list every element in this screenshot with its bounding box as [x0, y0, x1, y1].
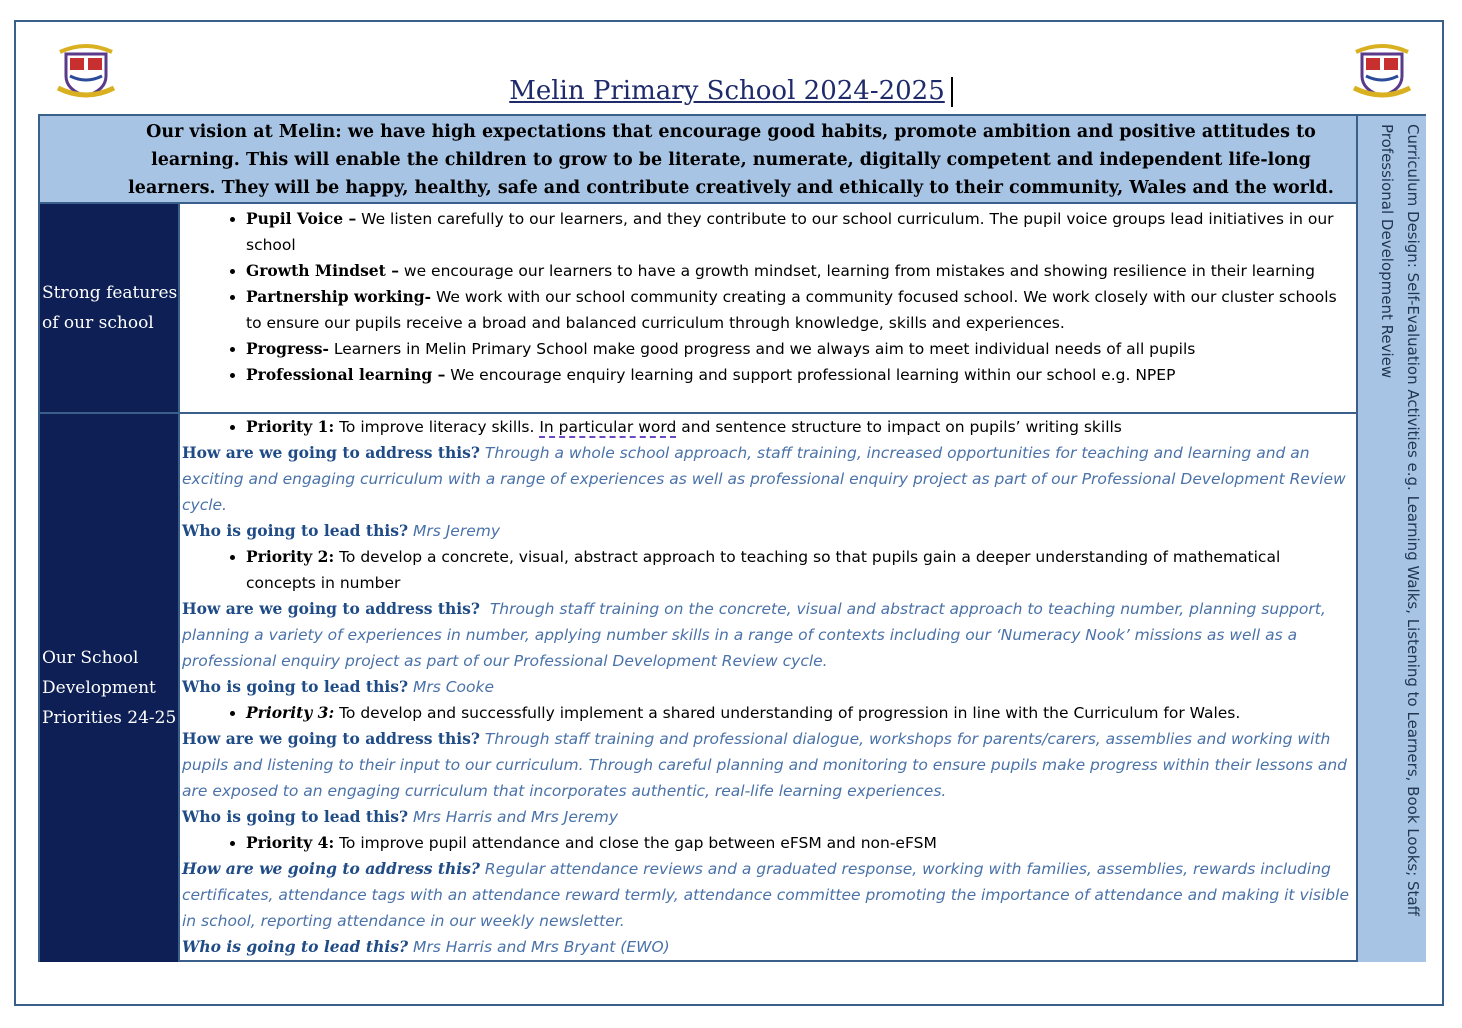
item-text: we encourage our learners to have a growth mindset, learning from mistakes and showing resilience in their learning	[398, 262, 1315, 280]
priority-text: and sentence structure to impact on pupils’ writing skills	[676, 418, 1122, 436]
priorities-label	[40, 414, 178, 962]
priority-text: To improve literacy skills.	[334, 418, 540, 436]
priority-text: To improve pupil attendance and close the gap between eFSM and non-eFSM	[334, 834, 937, 852]
priority-key: Priority 1:	[246, 417, 335, 436]
strong-features-label-text: Strong features of our school	[42, 283, 178, 333]
how-answer: Through a whole school approach, staff training, increased opportunities for teaching and learning and an exciting and engaging curriculum with a range of experiences as well as professional enquiry project as part of our Professional Development Review cycle.	[182, 444, 1346, 514]
who-answer: Mrs Harris and Mrs Bryant (EWO)	[412, 938, 670, 956]
who-lead-3	[182, 804, 1354, 830]
priority-3	[246, 700, 1354, 726]
priority-key: Priority 3:	[246, 703, 335, 722]
how-answer: Through staff training and professional dialogue, workshops for parents/carers, assemblies and working with pupils and listening to their input to our curriculum. Through careful planning and monitoring to ensure pupils make progress within their lessons and are exposed to an engaging curriculum that incorporates authentic, real-life learning experiences.	[182, 730, 1347, 800]
who-lead-1	[182, 518, 1354, 544]
strong-features-label	[40, 204, 178, 414]
item-key: Professional learning –	[246, 365, 446, 384]
page-title-text: Melin Primary School 2024-2025	[509, 76, 945, 106]
list-item	[246, 206, 1354, 258]
text-cursor	[951, 77, 953, 107]
list-item	[246, 362, 1354, 388]
who-answer: Mrs Jeremy	[412, 522, 501, 540]
how-address-3	[182, 726, 1354, 804]
who-question: Who is going to lead this?	[182, 807, 409, 826]
item-text: We work with our school community creating a community focused school. We work closely with our cluster schools to ensure our pupils receive a broad and balanced curriculum through knowledge, skills and experiences.	[246, 288, 1337, 332]
priority-key: Priority 2:	[246, 547, 335, 566]
who-question: Who is going to lead this?	[182, 937, 409, 956]
item-key: Progress-	[246, 339, 329, 358]
how-answer: Regular attendance reviews and a graduated response, working with families, assemblies, rewards including certificates, attendance tags with an attendance reward termly, attendance committee promoting the importance of attendance and making it visible in school, reporting attendance in our weekly newsletter.	[182, 860, 1349, 930]
how-question: How are we going to address this?	[182, 443, 480, 462]
side-column	[1356, 116, 1426, 962]
how-question: How are we going to address this?	[182, 729, 480, 748]
plan-table	[38, 114, 1426, 962]
list-item	[246, 336, 1354, 362]
how-question: How are we going to address this?	[182, 859, 480, 878]
priorities-list	[182, 414, 1354, 960]
who-answer: Mrs Harris and Mrs Jeremy	[412, 808, 619, 826]
how-address-1	[182, 440, 1354, 518]
how-question: How are we going to address this?	[182, 599, 480, 618]
priority-key: Priority 4:	[246, 833, 335, 852]
item-text: We listen carefully to our learners, and they contribute to our school curriculum. The pupil voice groups lead initiatives in our school	[246, 210, 1334, 254]
who-question: Who is going to lead this?	[182, 677, 409, 696]
how-address-2	[182, 596, 1354, 674]
who-lead-4	[182, 934, 1354, 960]
side-column-text: Curriculum Design: Self-Evaluation Activities e.g. Learning Walks, Listening to Learners, Book Looks; Staff Professional Development Review	[1378, 124, 1422, 916]
item-key: Partnership working-	[246, 287, 432, 306]
item-key: Growth Mindset –	[246, 261, 399, 280]
priority-text: To develop a concrete, visual, abstract approach to teaching so that pupils gain a deeper understanding of mathematical concepts in number	[246, 548, 1281, 592]
priority-text: To develop and successfully implement a shared understanding of progression in line with the Curriculum for Wales.	[334, 704, 1241, 722]
priority-4	[246, 830, 1354, 856]
strong-features-list	[182, 206, 1354, 388]
vision-statement: Our vision at Melin: we have high expectations that encourage good habits, promote ambition and positive attitudes to learning. This will enable the children to grow to be literate, numerate, digitally competent and independent life-long learners. They will be happy, healthy, safe and contribute creatively and ethically to their community, Wales and the world.	[40, 116, 1356, 204]
item-text: Learners in Melin Primary School make good progress and we always aim to meet individual needs of all pupils	[328, 340, 1196, 358]
list-item	[246, 284, 1354, 336]
who-question: Who is going to lead this?	[182, 521, 409, 540]
column-divider	[178, 204, 180, 962]
priority-1	[246, 414, 1354, 440]
who-lead-2	[182, 674, 1354, 700]
priorities-label-text: Our School Development Priorities 24-25	[42, 648, 177, 728]
item-key: Pupil Voice –	[246, 209, 357, 228]
priority-2	[246, 544, 1354, 596]
item-text: We encourage enquiry learning and support professional learning within our school e.g. NPEP	[445, 366, 1176, 384]
who-answer: Mrs Cooke	[412, 678, 495, 696]
grammar-flag[interactable]: In particular word	[539, 418, 677, 436]
page-title	[0, 76, 1462, 107]
how-answer: Through staff training on the concrete, visual and abstract approach to teaching number, planning support, planning a variety of experiences in number, applying number skills in a range of contexts including our ‘Numeracy Nook’ missions as well as a professional enquiry project as part of our Professional Development Review cycle.	[182, 600, 1326, 670]
how-address-4	[182, 856, 1354, 934]
list-item	[246, 258, 1354, 284]
